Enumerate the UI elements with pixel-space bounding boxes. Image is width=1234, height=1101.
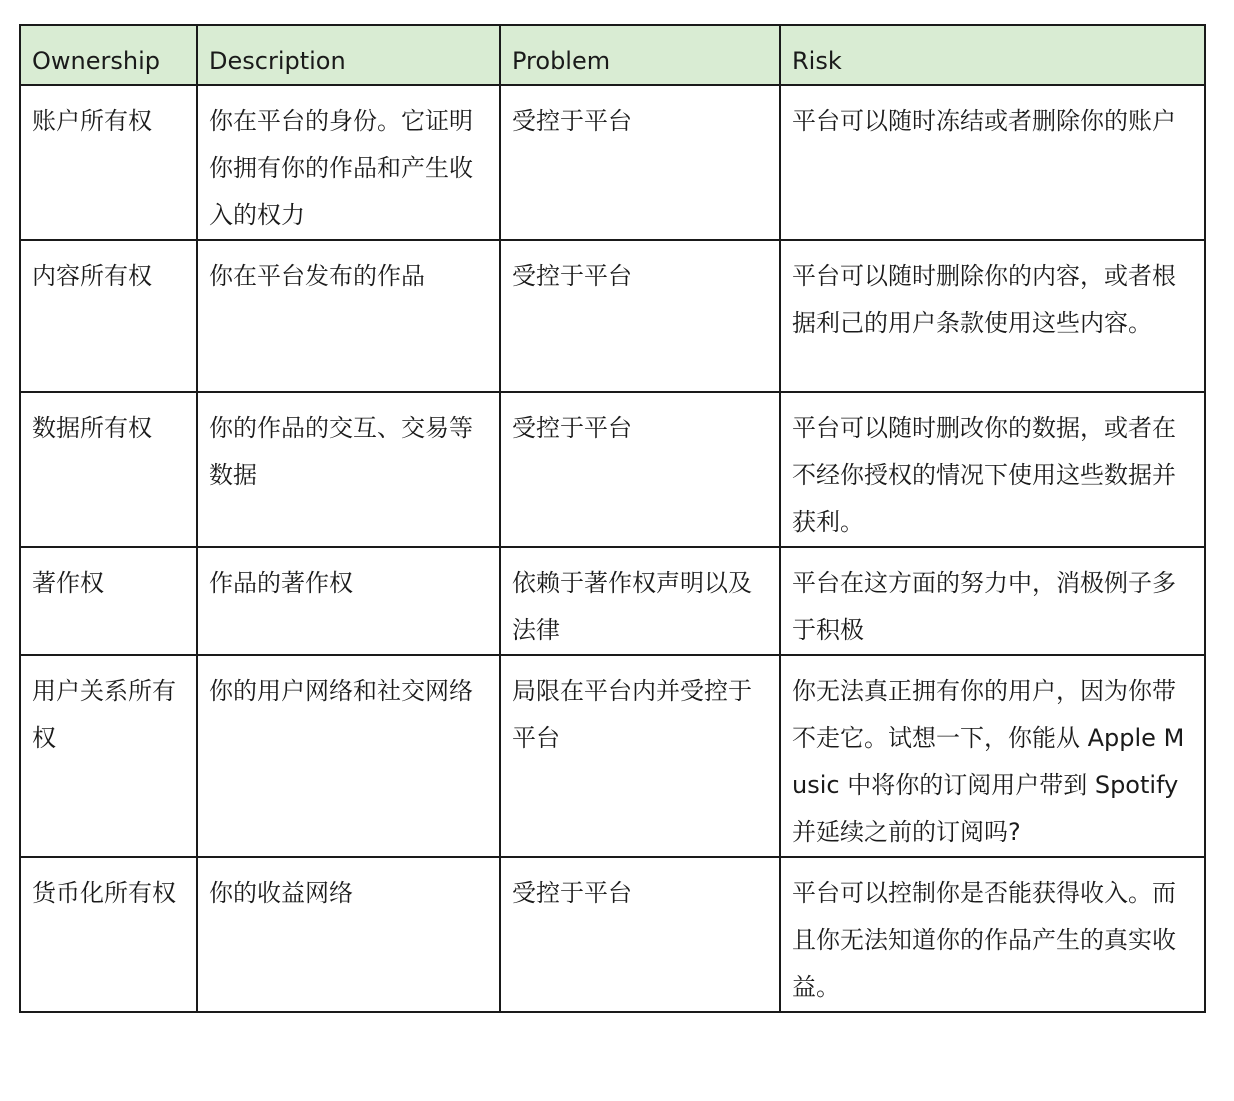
cell-description: 你在平台的身份。它证明你拥有你的作品和产生收入的权力	[197, 85, 500, 240]
cell-problem: 受控于平台	[500, 392, 780, 547]
cell-description: 你的作品的交互、交易等数据	[197, 392, 500, 547]
table-row	[20, 857, 1205, 1012]
header-ownership: Ownership	[20, 25, 197, 85]
cell-problem: 受控于平台	[500, 240, 780, 392]
table-body	[20, 85, 1205, 1012]
table-row	[20, 655, 1205, 857]
table-header	[20, 25, 1205, 85]
cell-description: 作品的著作权	[197, 547, 500, 655]
header-risk: Risk	[780, 25, 1205, 85]
cell-ownership: 内容所有权	[20, 240, 197, 392]
cell-ownership: 账户所有权	[20, 85, 197, 240]
cell-description: 你的收益网络	[197, 857, 500, 1012]
ownership-table	[19, 24, 1206, 1013]
cell-problem: 局限在平台内并受控于平台	[500, 655, 780, 857]
header-row	[20, 25, 1205, 85]
cell-risk: 平台可以控制你是否能获得收入。而且你无法知道你的作品产生的真实收益。	[780, 857, 1205, 1012]
table-row	[20, 547, 1205, 655]
header-problem: Problem	[500, 25, 780, 85]
cell-risk: 平台在这方面的努力中，消极例子多于积极	[780, 547, 1205, 655]
cell-ownership: 著作权	[20, 547, 197, 655]
cell-ownership: 数据所有权	[20, 392, 197, 547]
cell-problem: 受控于平台	[500, 857, 780, 1012]
cell-problem: 受控于平台	[500, 85, 780, 240]
table-row	[20, 392, 1205, 547]
cell-risk: 平台可以随时删除你的内容，或者根据利己的用户条款使用这些内容。	[780, 240, 1205, 392]
header-description: Description	[197, 25, 500, 85]
cell-risk: 平台可以随时冻结或者删除你的账户	[780, 85, 1205, 240]
table-row	[20, 85, 1205, 240]
cell-risk: 平台可以随时删改你的数据，或者在不经你授权的情况下使用这些数据并获利。	[780, 392, 1205, 547]
cell-description: 你在平台发布的作品	[197, 240, 500, 392]
cell-ownership: 用户关系所有权	[20, 655, 197, 857]
cell-problem: 依赖于著作权声明以及法律	[500, 547, 780, 655]
cell-risk: 你无法真正拥有你的用户，因为你带不走它。试想一下，你能从 Apple Music 中将你的订阅用户带到 Spotify 并延续之前的订阅吗?	[780, 655, 1205, 857]
cell-ownership: 货币化所有权	[20, 857, 197, 1012]
cell-description: 你的用户网络和社交网络	[197, 655, 500, 857]
table-row	[20, 240, 1205, 392]
